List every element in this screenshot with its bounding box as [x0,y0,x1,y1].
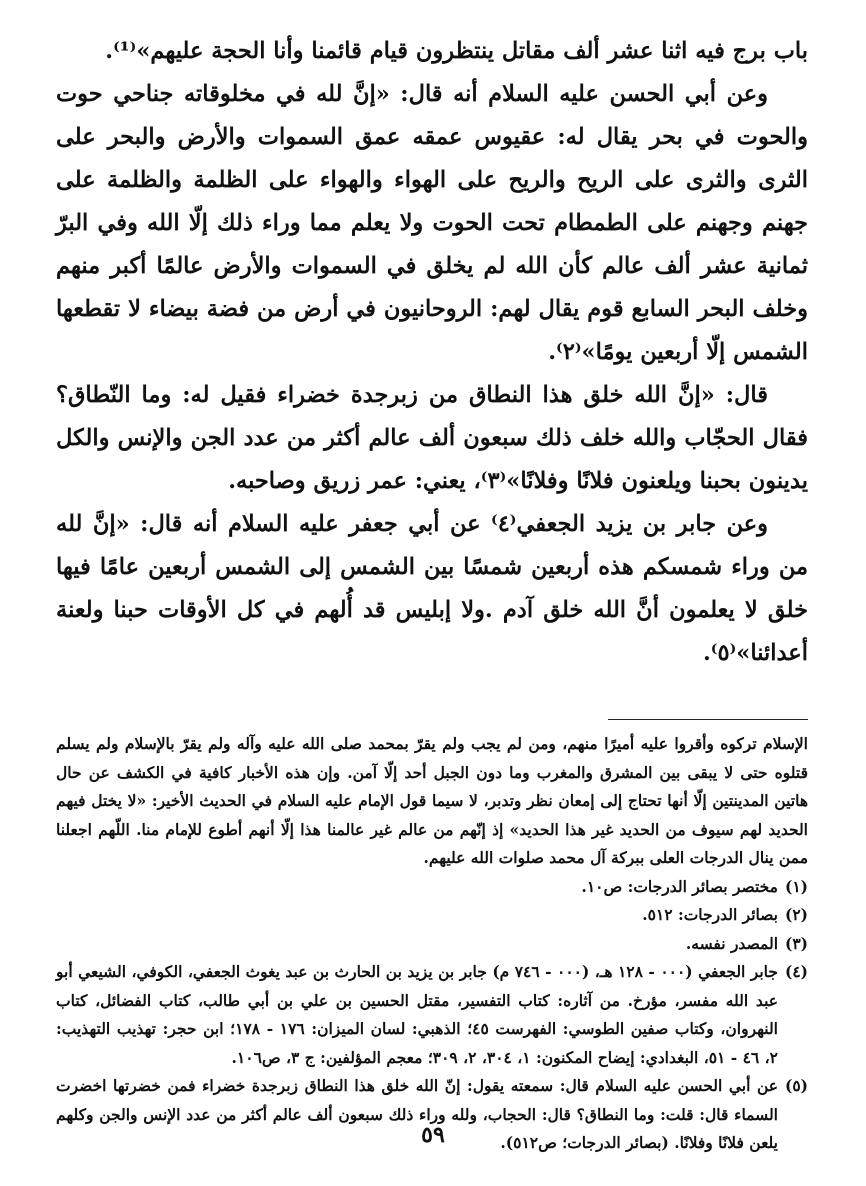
footnote-3 [56,930,808,959]
main-paragraph-1: باب برج فيه اثنا عشر ألف مقاتل ينتظرون قيام قائمنا وأنا الحجة عليهم»⁽¹⁾. [105,38,808,64]
footnote-number: (٣) [784,933,808,953]
footnote-number: (٤) [784,962,808,981]
footnote-text: جابر الجعفي (٠٠٠ - ١٢٨ هـ، (٠٠٠ - ٧٤٦ م) جابر بن يزيد بن الحارث بن عبد يغوث الجعفي، الكوفي، الشيعي أبو عبد الله مفسر، مؤرخ. من آثاره: كتاب التفسير، مقتل الحسين بن علي بن أبي طالب، كتاب الفضائل، كتاب النهروان، وكتاب صفين الطوسي: الفهرست ٤٥؛ الذهبي: لسان الميزان: ١٧٦ - ١٧٨؛ ابن حجر: تهذيب التهذيب: ٢، ٤٦ - ٥١، البغدادي: إيضاح المكنون: ١، ٣٠٤، ٢، ٣٠٩؛ معجم المؤلفين: ج ٣، ص١٠٦. [56,962,778,1067]
footnote-text: المصدر نفسه. [685,933,778,953]
footnote-1 [56,873,808,902]
footnote-divider [608,719,808,720]
footnote-4 [56,958,808,1072]
footnote-text: بصائر الدرجات: ٥١٢. [642,905,778,924]
footnote-text: مختصر بصائر الدرجات: ص١٠. [581,876,778,896]
footnote-number: (١) [784,876,808,896]
main-paragraph-3: قال: «إنَّ الله خلق هذا النطاق من زبرجدة خضراء فقيل له: وما النّطاق؟ فقال الحجّاب والله خلف ذلك سبعون ألف عالم أكثر من عدد الجن والإنس والكل يدينون بحبنا ويلعنون فلانًا وفلانًا»⁽٣⁾، يعني: عمر زريق وصاحبه. [56,382,808,494]
page-number: ٥٩ [421,1122,445,1148]
main-text [56,30,808,675]
main-paragraph-2: وعن أبي الحسن عليه السلام أنه قال: «إنَّ لله في مخلوقاته جناحي حوت والحوت في بحر يقال له: عقيوس عمقه عمق السموات والأرض والبحر على الثرى والثرى على الريح والريح على الهواء والهواء على الظلمة والظلمة على جهنم وجهنم على الطمطام تحت الحوت ولا يعلم مما وراء ذلك إلّا الله وفي البرّ ثمانية عشر ألف عالم كأن الله لم يخلق في السموات والأرض عالمًا أكبر منهم وخلف البحر السابع قوم يقال لهم: الروحانيون في أرض من فضة بيضاء لا تقطعها الشمس إلّا أربعين يومًا»⁽٢⁾. [56,81,808,365]
footnote-number: (٢) [784,905,808,924]
footnote-2 [56,901,808,930]
main-paragraph-4: وعن جابر بن يزيد الجعفي⁽٤⁾ عن أبي جعفر عليه السلام أنه قال: «إنَّ لله من وراء شمسكم هذه أربعين شمسًا بين الشمس إلى الشمس أربعين عامًا فيها خلق لا يعلمون أنَّ الله خلق آدم .ولا إبليس قد أُلهم في كل الأوقات حبنا ولعنة أعدائنا»⁽٥⁾. [56,511,808,666]
footnote-text: عن أبي الحسن عليه السلام قال: سمعته يقول: إنّ الله خلق هذا النطاق زبرجدة خضراء فمن خضرتها اخضرت السماء قال: قلت: وما النطاق؟ قال: الحجاب، ولله وراء ذلك سبعون ألف عالم أكثر من عدد الإنس والجن وكلهم يلعن فلانًا وفلانًا. (بصائر الدرجات؛ ص٥١٢). [56,1076,778,1152]
footnote-continued: الإسلام تركوه وأقروا عليه أميرًا منهم، ومن لم يجب ولم يقرّ بمحمد صلى الله عليه وآله ولم يقرّ بالإسلام ولم يسلم قتلوه حتى لا يبقى بين المشرق والمغرب وما دون الجبل أحد إلّا آمن. وإن هذه الأخبار كافية في الكشف عن حال هاتين المدينتين إلّا أنها تحتاج إلى إمعان نظر وتدبر، لا سيما قول الإمام عليه السلام في الحديث الأخير: «لا يختل فيهم الحديد لهم سيوف من الحديد غير هذا الحديد» إذ إنّهم من عالم غير عالمنا هذا إلّا أنهم أطوع للإمام منا. اللّهم اجعلنا ممن ينال الدرجات العلى ببركة آل محمد صلوات الله عليهم. [56,734,808,867]
footnotes [56,730,808,1158]
footnote-number: (٥) [784,1076,808,1095]
